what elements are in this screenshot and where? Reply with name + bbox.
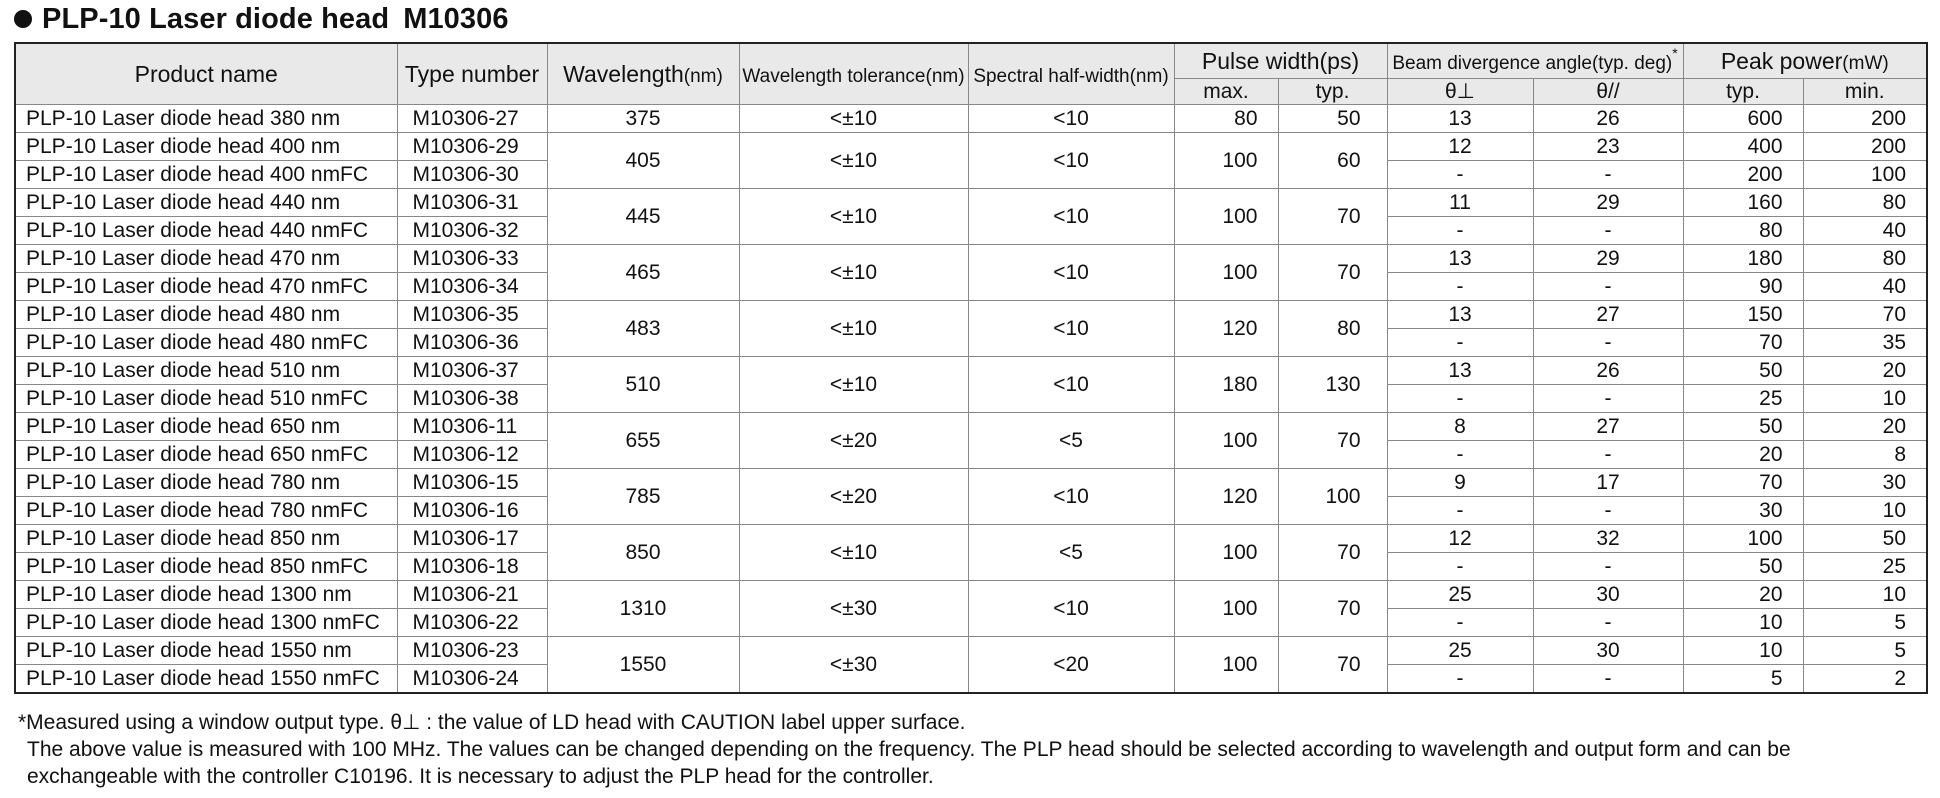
footnote-frequency: The above value is measured with 100 MHz. The values can be changed depending on the frequency. The PLP head should be selected according to wavelength and output form and can be exchangeable with the controller C10196. It is necessary to adjust the PLP head for the controller. (27, 738, 1791, 788)
cell-pulse-max: 100 (1174, 413, 1278, 469)
table-row (15, 525, 1927, 553)
cell-pulse-typ: 70 (1278, 245, 1387, 301)
cell-peak-min: 80 (1803, 245, 1927, 273)
title-code: M10306 (403, 2, 509, 35)
cell-theta-perp: 13 (1387, 245, 1533, 273)
cell-peak-typ: 20 (1683, 441, 1803, 469)
cell-peak-typ: 30 (1683, 497, 1803, 525)
cell-peak-min: 40 (1803, 217, 1927, 245)
cell-spectral-half-width: <20 (968, 637, 1174, 694)
header-beam-asterisk: * (1672, 44, 1678, 61)
cell-peak-typ: 90 (1683, 273, 1803, 301)
cell-type-number: M10306-21 (397, 581, 547, 609)
cell-wavelength: 405 (547, 133, 739, 189)
cell-pulse-max: 80 (1174, 105, 1278, 133)
header-pulse-width-unit: (ps) (1319, 47, 1360, 74)
title-text: PLP-10 Laser diode head (42, 2, 390, 35)
cell-wavelength-tolerance: <±30 (739, 581, 968, 637)
cell-theta-perp: - (1387, 329, 1533, 357)
cell-product-name: PLP-10 Laser diode head 1550 nm (15, 637, 397, 665)
cell-peak-typ: 50 (1683, 357, 1803, 385)
cell-peak-typ: 50 (1683, 553, 1803, 581)
cell-theta-par: 30 (1533, 637, 1683, 665)
cell-theta-perp: - (1387, 665, 1533, 694)
cell-wavelength-tolerance: <±10 (739, 525, 968, 581)
header-pulse-width-label: Pulse width (1201, 47, 1320, 74)
header-pulse-typ: typ. (1278, 79, 1387, 105)
cell-type-number: M10306-35 (397, 301, 547, 329)
cell-peak-typ: 160 (1683, 189, 1803, 217)
cell-type-number: M10306-27 (397, 105, 547, 133)
cell-theta-par: 23 (1533, 133, 1683, 161)
cell-type-number: M10306-18 (397, 553, 547, 581)
cell-wavelength-tolerance: <±10 (739, 133, 968, 189)
cell-pulse-typ: 50 (1278, 105, 1387, 133)
cell-pulse-max: 120 (1174, 469, 1278, 525)
cell-peak-typ: 70 (1683, 469, 1803, 497)
cell-product-name: PLP-10 Laser diode head 510 nm (15, 357, 397, 385)
header-wavelength-label: Wavelength (563, 60, 684, 87)
cell-theta-perp: - (1387, 273, 1533, 301)
cell-theta-par: 29 (1533, 245, 1683, 273)
cell-pulse-max: 100 (1174, 525, 1278, 581)
cell-product-name: PLP-10 Laser diode head 1300 nmFC (15, 609, 397, 637)
cell-product-name: PLP-10 Laser diode head 400 nm (15, 133, 397, 161)
cell-product-name: PLP-10 Laser diode head 850 nmFC (15, 553, 397, 581)
cell-theta-perp: 11 (1387, 189, 1533, 217)
header-product-name: Product name (15, 43, 397, 105)
cell-wavelength: 465 (547, 245, 739, 301)
header-type-number: Type number (397, 43, 547, 105)
cell-peak-min: 10 (1803, 581, 1927, 609)
cell-type-number: M10306-33 (397, 245, 547, 273)
cell-theta-perp: 12 (1387, 133, 1533, 161)
cell-theta-perp: - (1387, 161, 1533, 189)
cell-peak-typ: 400 (1683, 133, 1803, 161)
cell-peak-typ: 200 (1683, 161, 1803, 189)
cell-peak-min: 80 (1803, 189, 1927, 217)
spec-table (14, 42, 1928, 694)
cell-pulse-max: 100 (1174, 189, 1278, 245)
table-row (15, 245, 1927, 273)
cell-type-number: M10306-15 (397, 469, 547, 497)
cell-theta-par: - (1533, 441, 1683, 469)
cell-product-name: PLP-10 Laser diode head 650 nm (15, 413, 397, 441)
cell-spectral-half-width: <10 (968, 301, 1174, 357)
cell-peak-min: 40 (1803, 273, 1927, 301)
cell-product-name: PLP-10 Laser diode head 470 nm (15, 245, 397, 273)
cell-pulse-typ: 60 (1278, 133, 1387, 189)
cell-peak-min: 20 (1803, 413, 1927, 441)
cell-product-name: PLP-10 Laser diode head 440 nmFC (15, 217, 397, 245)
page-title (14, 2, 509, 36)
cell-pulse-typ: 70 (1278, 189, 1387, 245)
cell-type-number: M10306-36 (397, 329, 547, 357)
cell-type-number: M10306-23 (397, 637, 547, 665)
header-wavelength-tolerance (739, 43, 968, 105)
bullet-icon (14, 10, 32, 28)
cell-type-number: M10306-16 (397, 497, 547, 525)
cell-product-name: PLP-10 Laser diode head 480 nm (15, 301, 397, 329)
cell-product-name: PLP-10 Laser diode head 850 nm (15, 525, 397, 553)
cell-theta-par: - (1533, 497, 1683, 525)
cell-spectral-half-width: <10 (968, 245, 1174, 301)
cell-spectral-half-width: <10 (968, 469, 1174, 525)
cell-wavelength-tolerance: <±10 (739, 357, 968, 413)
cell-spectral-half-width: <10 (968, 357, 1174, 413)
cell-theta-par: 30 (1533, 581, 1683, 609)
cell-wavelength-tolerance: <±10 (739, 189, 968, 245)
header-wavelength-tolerance-unit: (nm) (925, 65, 965, 87)
header-theta-perp: θ⊥ (1387, 79, 1533, 105)
cell-wavelength-tolerance: <±20 (739, 469, 968, 525)
cell-theta-perp: - (1387, 609, 1533, 637)
cell-wavelength: 850 (547, 525, 739, 581)
cell-product-name: PLP-10 Laser diode head 380 nm (15, 105, 397, 133)
cell-pulse-typ: 100 (1278, 469, 1387, 525)
cell-theta-par: - (1533, 329, 1683, 357)
cell-product-name: PLP-10 Laser diode head 400 nmFC (15, 161, 397, 189)
cell-pulse-max: 100 (1174, 637, 1278, 694)
header-beam-divergence (1387, 43, 1683, 79)
cell-product-name: PLP-10 Laser diode head 480 nmFC (15, 329, 397, 357)
cell-spectral-half-width: <10 (968, 105, 1174, 133)
cell-peak-typ: 80 (1683, 217, 1803, 245)
cell-type-number: M10306-17 (397, 525, 547, 553)
cell-peak-typ: 50 (1683, 413, 1803, 441)
cell-spectral-half-width: <10 (968, 133, 1174, 189)
cell-peak-typ: 70 (1683, 329, 1803, 357)
cell-wavelength-tolerance: <±30 (739, 637, 968, 694)
cell-type-number: M10306-37 (397, 357, 547, 385)
cell-product-name: PLP-10 Laser diode head 510 nmFC (15, 385, 397, 413)
cell-peak-min: 200 (1803, 133, 1927, 161)
header-wavelength-unit: (nm) (683, 65, 723, 87)
cell-theta-par: 27 (1533, 413, 1683, 441)
cell-peak-min: 5 (1803, 637, 1927, 665)
footnote-measurement: *Measured using a window output type. θ⊥ : the value of LD head with CAUTION label upper surface. (18, 711, 966, 734)
header-peak-typ: typ. (1683, 79, 1803, 105)
cell-type-number: M10306-31 (397, 189, 547, 217)
cell-peak-min: 200 (1803, 105, 1927, 133)
cell-product-name: PLP-10 Laser diode head 780 nm (15, 469, 397, 497)
cell-product-name: PLP-10 Laser diode head 470 nmFC (15, 273, 397, 301)
cell-spectral-half-width: <5 (968, 413, 1174, 469)
cell-type-number: M10306-30 (397, 161, 547, 189)
cell-peak-typ: 20 (1683, 581, 1803, 609)
cell-theta-perp: 12 (1387, 525, 1533, 553)
cell-wavelength: 1550 (547, 637, 739, 694)
table-row (15, 637, 1927, 665)
cell-theta-perp: 13 (1387, 301, 1533, 329)
cell-theta-perp: - (1387, 441, 1533, 469)
cell-type-number: M10306-12 (397, 441, 547, 469)
cell-wavelength-tolerance: <±20 (739, 413, 968, 469)
cell-peak-min: 10 (1803, 497, 1927, 525)
cell-pulse-typ: 130 (1278, 357, 1387, 413)
cell-theta-perp: 25 (1387, 581, 1533, 609)
cell-peak-typ: 180 (1683, 245, 1803, 273)
cell-wavelength: 483 (547, 301, 739, 357)
table-row (15, 581, 1927, 609)
cell-peak-min: 30 (1803, 469, 1927, 497)
cell-peak-typ: 25 (1683, 385, 1803, 413)
cell-peak-min: 100 (1803, 161, 1927, 189)
cell-type-number: M10306-29 (397, 133, 547, 161)
header-peak-power-label: Peak power (1720, 47, 1843, 74)
cell-theta-perp: - (1387, 497, 1533, 525)
cell-theta-perp: 13 (1387, 357, 1533, 385)
cell-theta-par: - (1533, 609, 1683, 637)
cell-theta-perp: - (1387, 553, 1533, 581)
cell-wavelength: 1310 (547, 581, 739, 637)
cell-wavelength-tolerance: <±10 (739, 245, 968, 301)
cell-pulse-max: 120 (1174, 301, 1278, 357)
cell-pulse-typ: 70 (1278, 525, 1387, 581)
footnotes (18, 709, 1923, 790)
cell-pulse-typ: 80 (1278, 301, 1387, 357)
cell-theta-perp: - (1387, 385, 1533, 413)
cell-theta-par: 26 (1533, 357, 1683, 385)
cell-wavelength: 510 (547, 357, 739, 413)
cell-theta-perp: 8 (1387, 413, 1533, 441)
cell-pulse-typ: 70 (1278, 581, 1387, 637)
cell-wavelength-tolerance: <±10 (739, 105, 968, 133)
cell-product-name: PLP-10 Laser diode head 440 nm (15, 189, 397, 217)
cell-theta-par: - (1533, 161, 1683, 189)
cell-theta-perp: 25 (1387, 637, 1533, 665)
cell-type-number: M10306-38 (397, 385, 547, 413)
cell-pulse-max: 100 (1174, 581, 1278, 637)
cell-theta-par: - (1533, 665, 1683, 694)
cell-wavelength-tolerance: <±10 (739, 301, 968, 357)
cell-theta-perp: 13 (1387, 105, 1533, 133)
header-spectral-half-width (968, 43, 1174, 105)
cell-peak-min: 8 (1803, 441, 1927, 469)
cell-theta-par: 27 (1533, 301, 1683, 329)
header-pulse-width (1174, 43, 1387, 79)
cell-peak-typ: 10 (1683, 637, 1803, 665)
table-row (15, 301, 1927, 329)
cell-pulse-typ: 70 (1278, 413, 1387, 469)
cell-spectral-half-width: <10 (968, 581, 1174, 637)
cell-pulse-max: 100 (1174, 133, 1278, 189)
cell-theta-par: - (1533, 385, 1683, 413)
cell-theta-par: - (1533, 273, 1683, 301)
table-row (15, 105, 1927, 133)
cell-peak-min: 70 (1803, 301, 1927, 329)
header-spectral-half-width-label: Spectral half-width (973, 65, 1130, 87)
cell-theta-par: 17 (1533, 469, 1683, 497)
cell-peak-typ: 100 (1683, 525, 1803, 553)
cell-wavelength: 375 (547, 105, 739, 133)
cell-peak-min: 10 (1803, 385, 1927, 413)
cell-spectral-half-width: <5 (968, 525, 1174, 581)
cell-product-name: PLP-10 Laser diode head 1550 nmFC (15, 665, 397, 694)
header-peak-power (1683, 43, 1927, 79)
cell-product-name: PLP-10 Laser diode head 780 nmFC (15, 497, 397, 525)
header-wavelength (547, 43, 739, 105)
cell-type-number: M10306-32 (397, 217, 547, 245)
cell-peak-min: 50 (1803, 525, 1927, 553)
cell-pulse-max: 180 (1174, 357, 1278, 413)
cell-type-number: M10306-11 (397, 413, 547, 441)
cell-wavelength: 655 (547, 413, 739, 469)
cell-peak-min: 20 (1803, 357, 1927, 385)
cell-type-number: M10306-34 (397, 273, 547, 301)
cell-peak-typ: 10 (1683, 609, 1803, 637)
cell-product-name: PLP-10 Laser diode head 650 nmFC (15, 441, 397, 469)
cell-pulse-max: 100 (1174, 245, 1278, 301)
cell-type-number: M10306-22 (397, 609, 547, 637)
header-peak-min: min. (1803, 79, 1927, 105)
cell-product-name: PLP-10 Laser diode head 1300 nm (15, 581, 397, 609)
cell-peak-min: 25 (1803, 553, 1927, 581)
header-beam-divergence-label: Beam divergence angle (1392, 52, 1592, 74)
table-row (15, 133, 1927, 161)
cell-pulse-typ: 70 (1278, 637, 1387, 694)
cell-peak-typ: 600 (1683, 105, 1803, 133)
cell-peak-typ: 5 (1683, 665, 1803, 694)
cell-theta-par: 32 (1533, 525, 1683, 553)
spec-table-body (15, 105, 1927, 694)
cell-theta-perp: - (1387, 217, 1533, 245)
cell-theta-par: 26 (1533, 105, 1683, 133)
header-beam-divergence-unit: (typ. deg) (1591, 52, 1673, 74)
header-theta-par: θ// (1533, 79, 1683, 105)
table-row (15, 357, 1927, 385)
cell-peak-min: 2 (1803, 665, 1927, 694)
cell-wavelength: 445 (547, 189, 739, 245)
cell-theta-par: 29 (1533, 189, 1683, 217)
cell-theta-perp: 9 (1387, 469, 1533, 497)
table-row (15, 469, 1927, 497)
cell-peak-min: 35 (1803, 329, 1927, 357)
header-peak-power-unit: (mW) (1842, 52, 1889, 74)
header-wavelength-tolerance-label: Wavelength tolerance (742, 65, 926, 87)
header-pulse-max: max. (1174, 79, 1278, 105)
cell-peak-min: 5 (1803, 609, 1927, 637)
cell-spectral-half-width: <10 (968, 189, 1174, 245)
cell-theta-par: - (1533, 553, 1683, 581)
cell-type-number: M10306-24 (397, 665, 547, 694)
cell-wavelength: 785 (547, 469, 739, 525)
cell-theta-par: - (1533, 217, 1683, 245)
table-row (15, 413, 1927, 441)
header-spectral-half-width-unit: (nm) (1129, 65, 1169, 87)
table-row (15, 189, 1927, 217)
cell-peak-typ: 150 (1683, 301, 1803, 329)
